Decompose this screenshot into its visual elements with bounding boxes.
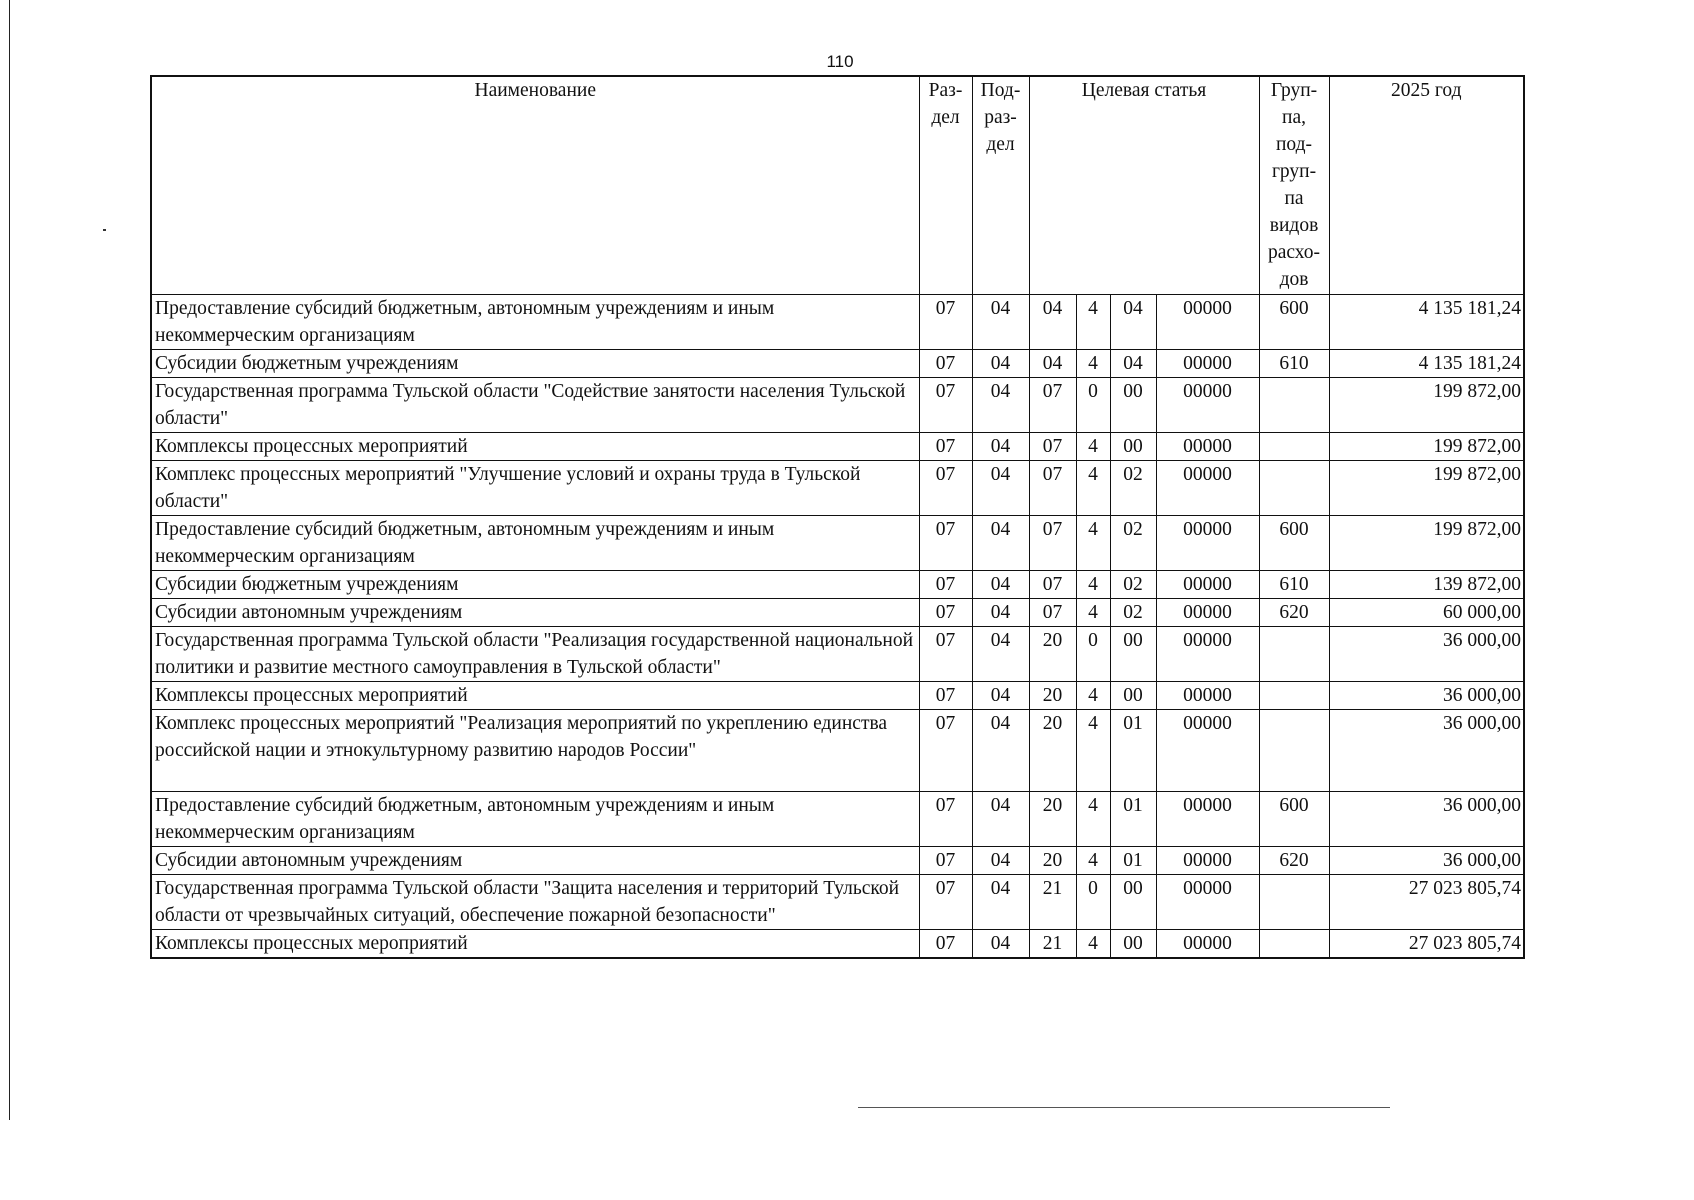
cell-section: 07 [919, 377, 972, 432]
cell-name: Комплексы процессных мероприятий [151, 929, 919, 958]
budget-table [150, 75, 1525, 959]
cell-expense-group: 610 [1259, 349, 1329, 377]
cell-subsection: 04 [972, 432, 1029, 460]
cell-subprogram: 00 [1110, 377, 1156, 432]
cell-amount: 27 023 805,74 [1329, 929, 1524, 958]
table-row [151, 377, 1524, 432]
cell-name: Государственная программа Тульской области "Содействие занятости населения Тульской области" [151, 377, 919, 432]
cell-subsection: 04 [972, 294, 1029, 349]
cell-direction: 00000 [1156, 874, 1259, 929]
cell-expense-group [1259, 681, 1329, 709]
cell-expense-group [1259, 626, 1329, 681]
cell-expense-group [1259, 460, 1329, 515]
cell-program-type: 0 [1076, 377, 1110, 432]
cell-amount: 36 000,00 [1329, 626, 1524, 681]
cell-section: 07 [919, 515, 972, 570]
cell-subprogram: 02 [1110, 598, 1156, 626]
cell-section: 07 [919, 681, 972, 709]
cell-program-type: 0 [1076, 874, 1110, 929]
cell-program-type: 4 [1076, 681, 1110, 709]
cell-amount: 4 135 181,24 [1329, 349, 1524, 377]
cell-name: Субсидии бюджетным учреждениям [151, 570, 919, 598]
header-row [151, 76, 1524, 294]
cell-program: 20 [1029, 791, 1076, 846]
cell-amount: 36 000,00 [1329, 709, 1524, 791]
cell-name: Субсидии автономным учреждениям [151, 598, 919, 626]
cell-name: Субсидии автономным учреждениям [151, 846, 919, 874]
cell-amount: 139 872,00 [1329, 570, 1524, 598]
cell-subsection: 04 [972, 598, 1029, 626]
cell-subprogram: 00 [1110, 432, 1156, 460]
table-row [151, 791, 1524, 846]
table-row [151, 626, 1524, 681]
table-row [151, 460, 1524, 515]
cell-subprogram: 04 [1110, 294, 1156, 349]
header-year: 2025 год [1329, 76, 1524, 294]
cell-program: 20 [1029, 626, 1076, 681]
cell-program: 04 [1029, 349, 1076, 377]
cell-subprogram: 00 [1110, 929, 1156, 958]
cell-subprogram: 00 [1110, 681, 1156, 709]
cell-amount: 36 000,00 [1329, 791, 1524, 846]
table-row [151, 515, 1524, 570]
page-number: 110 [826, 52, 854, 71]
cell-name: Комплекс процессных мероприятий "Реализация мероприятий по укреплению единства российской нации и этнокультурному развитию народов России" [151, 709, 919, 791]
cell-direction: 00000 [1156, 709, 1259, 791]
cell-program: 07 [1029, 570, 1076, 598]
cell-amount: 199 872,00 [1329, 460, 1524, 515]
cell-subsection: 04 [972, 791, 1029, 846]
scan-edge-line [9, 0, 10, 1120]
cell-section: 07 [919, 846, 972, 874]
cell-program: 07 [1029, 432, 1076, 460]
scan-speck [103, 229, 106, 231]
table-row [151, 929, 1524, 958]
table-row [151, 432, 1524, 460]
cell-program-type: 4 [1076, 929, 1110, 958]
cell-subsection: 04 [972, 929, 1029, 958]
cell-subsection: 04 [972, 681, 1029, 709]
table-row [151, 598, 1524, 626]
cell-direction: 00000 [1156, 432, 1259, 460]
header-target-article: Целевая статья [1029, 76, 1259, 294]
cell-section: 07 [919, 874, 972, 929]
cell-name: Государственная программа Тульской области "Защита населения и территорий Тульской области от чрезвычайных ситуаций, обеспечение пожарной безопасности" [151, 874, 919, 929]
cell-expense-group [1259, 874, 1329, 929]
cell-direction: 00000 [1156, 929, 1259, 958]
cell-section: 07 [919, 929, 972, 958]
cell-expense-group: 600 [1259, 294, 1329, 349]
cell-subprogram: 01 [1110, 846, 1156, 874]
cell-program-type: 4 [1076, 515, 1110, 570]
cell-program-type: 4 [1076, 598, 1110, 626]
cell-section: 07 [919, 294, 972, 349]
cell-direction: 00000 [1156, 791, 1259, 846]
cell-section: 07 [919, 570, 972, 598]
table-body [151, 294, 1524, 958]
cell-section: 07 [919, 349, 972, 377]
cell-program: 07 [1029, 598, 1076, 626]
footer-rule [858, 1107, 1390, 1108]
cell-program-type: 4 [1076, 709, 1110, 791]
cell-direction: 00000 [1156, 349, 1259, 377]
table-row [151, 294, 1524, 349]
cell-subsection: 04 [972, 515, 1029, 570]
cell-expense-group: 620 [1259, 598, 1329, 626]
cell-expense-group [1259, 432, 1329, 460]
cell-amount: 60 000,00 [1329, 598, 1524, 626]
cell-section: 07 [919, 598, 972, 626]
cell-section: 07 [919, 626, 972, 681]
cell-subsection: 04 [972, 460, 1029, 515]
cell-program: 07 [1029, 460, 1076, 515]
cell-amount: 199 872,00 [1329, 515, 1524, 570]
cell-program: 04 [1029, 294, 1076, 349]
cell-subprogram: 01 [1110, 791, 1156, 846]
cell-name: Предоставление субсидий бюджетным, автономным учреждениям и иным некоммерческим организациям [151, 515, 919, 570]
cell-subsection: 04 [972, 349, 1029, 377]
cell-direction: 00000 [1156, 570, 1259, 598]
cell-amount: 36 000,00 [1329, 846, 1524, 874]
cell-program-type: 4 [1076, 294, 1110, 349]
cell-name: Предоставление субсидий бюджетным, автономным учреждениям и иным некоммерческим организациям [151, 294, 919, 349]
table-row [151, 846, 1524, 874]
cell-program: 20 [1029, 709, 1076, 791]
cell-program-type: 4 [1076, 570, 1110, 598]
cell-program: 21 [1029, 929, 1076, 958]
header-section: Раз- дел [919, 76, 972, 294]
cell-amount: 27 023 805,74 [1329, 874, 1524, 929]
cell-amount: 36 000,00 [1329, 681, 1524, 709]
table-row [151, 709, 1524, 791]
cell-section: 07 [919, 460, 972, 515]
cell-name: Предоставление субсидий бюджетным, автономным учреждениям и иным некоммерческим организациям [151, 791, 919, 846]
cell-direction: 00000 [1156, 377, 1259, 432]
cell-amount: 199 872,00 [1329, 432, 1524, 460]
cell-subsection: 04 [972, 626, 1029, 681]
cell-name: Комплексы процессных мероприятий [151, 681, 919, 709]
cell-name: Комплекс процессных мероприятий "Улучшение условий и охраны труда в Тульской области" [151, 460, 919, 515]
cell-program: 07 [1029, 515, 1076, 570]
cell-section: 07 [919, 791, 972, 846]
header-expense-group: Груп- па, под- груп- па видов расхо- дов [1259, 76, 1329, 294]
cell-direction: 00000 [1156, 598, 1259, 626]
cell-subprogram: 02 [1110, 515, 1156, 570]
cell-section: 07 [919, 709, 972, 791]
cell-subsection: 04 [972, 377, 1029, 432]
cell-amount: 199 872,00 [1329, 377, 1524, 432]
cell-program-type: 4 [1076, 349, 1110, 377]
cell-subsection: 04 [972, 709, 1029, 791]
cell-program-type: 4 [1076, 432, 1110, 460]
cell-expense-group: 620 [1259, 846, 1329, 874]
cell-subprogram: 02 [1110, 570, 1156, 598]
cell-subprogram: 00 [1110, 874, 1156, 929]
cell-subprogram: 00 [1110, 626, 1156, 681]
cell-subprogram: 01 [1110, 709, 1156, 791]
header-subsection: Под- раз- дел [972, 76, 1029, 294]
table-row [151, 349, 1524, 377]
cell-expense-group [1259, 929, 1329, 958]
table-row [151, 874, 1524, 929]
cell-section: 07 [919, 432, 972, 460]
table-row [151, 681, 1524, 709]
cell-direction: 00000 [1156, 460, 1259, 515]
cell-subsection: 04 [972, 570, 1029, 598]
cell-name: Государственная программа Тульской области "Реализация государственной национальной политики и развитие местного самоуправления в Тульской области" [151, 626, 919, 681]
cell-program-type: 4 [1076, 460, 1110, 515]
cell-name: Субсидии бюджетным учреждениям [151, 349, 919, 377]
table-row [151, 570, 1524, 598]
cell-name: Комплексы процессных мероприятий [151, 432, 919, 460]
cell-program: 07 [1029, 377, 1076, 432]
cell-expense-group: 610 [1259, 570, 1329, 598]
cell-subsection: 04 [972, 874, 1029, 929]
cell-program-type: 4 [1076, 791, 1110, 846]
cell-expense-group [1259, 377, 1329, 432]
cell-expense-group: 600 [1259, 515, 1329, 570]
cell-direction: 00000 [1156, 626, 1259, 681]
cell-program-type: 4 [1076, 846, 1110, 874]
cell-amount: 4 135 181,24 [1329, 294, 1524, 349]
cell-expense-group [1259, 709, 1329, 791]
cell-subprogram: 04 [1110, 349, 1156, 377]
cell-expense-group: 600 [1259, 791, 1329, 846]
header-name: Наименование [151, 76, 919, 294]
cell-program-type: 0 [1076, 626, 1110, 681]
cell-subsection: 04 [972, 846, 1029, 874]
cell-direction: 00000 [1156, 294, 1259, 349]
cell-program: 20 [1029, 846, 1076, 874]
cell-direction: 00000 [1156, 846, 1259, 874]
cell-program: 20 [1029, 681, 1076, 709]
cell-direction: 00000 [1156, 681, 1259, 709]
cell-subprogram: 02 [1110, 460, 1156, 515]
cell-program: 21 [1029, 874, 1076, 929]
cell-direction: 00000 [1156, 515, 1259, 570]
